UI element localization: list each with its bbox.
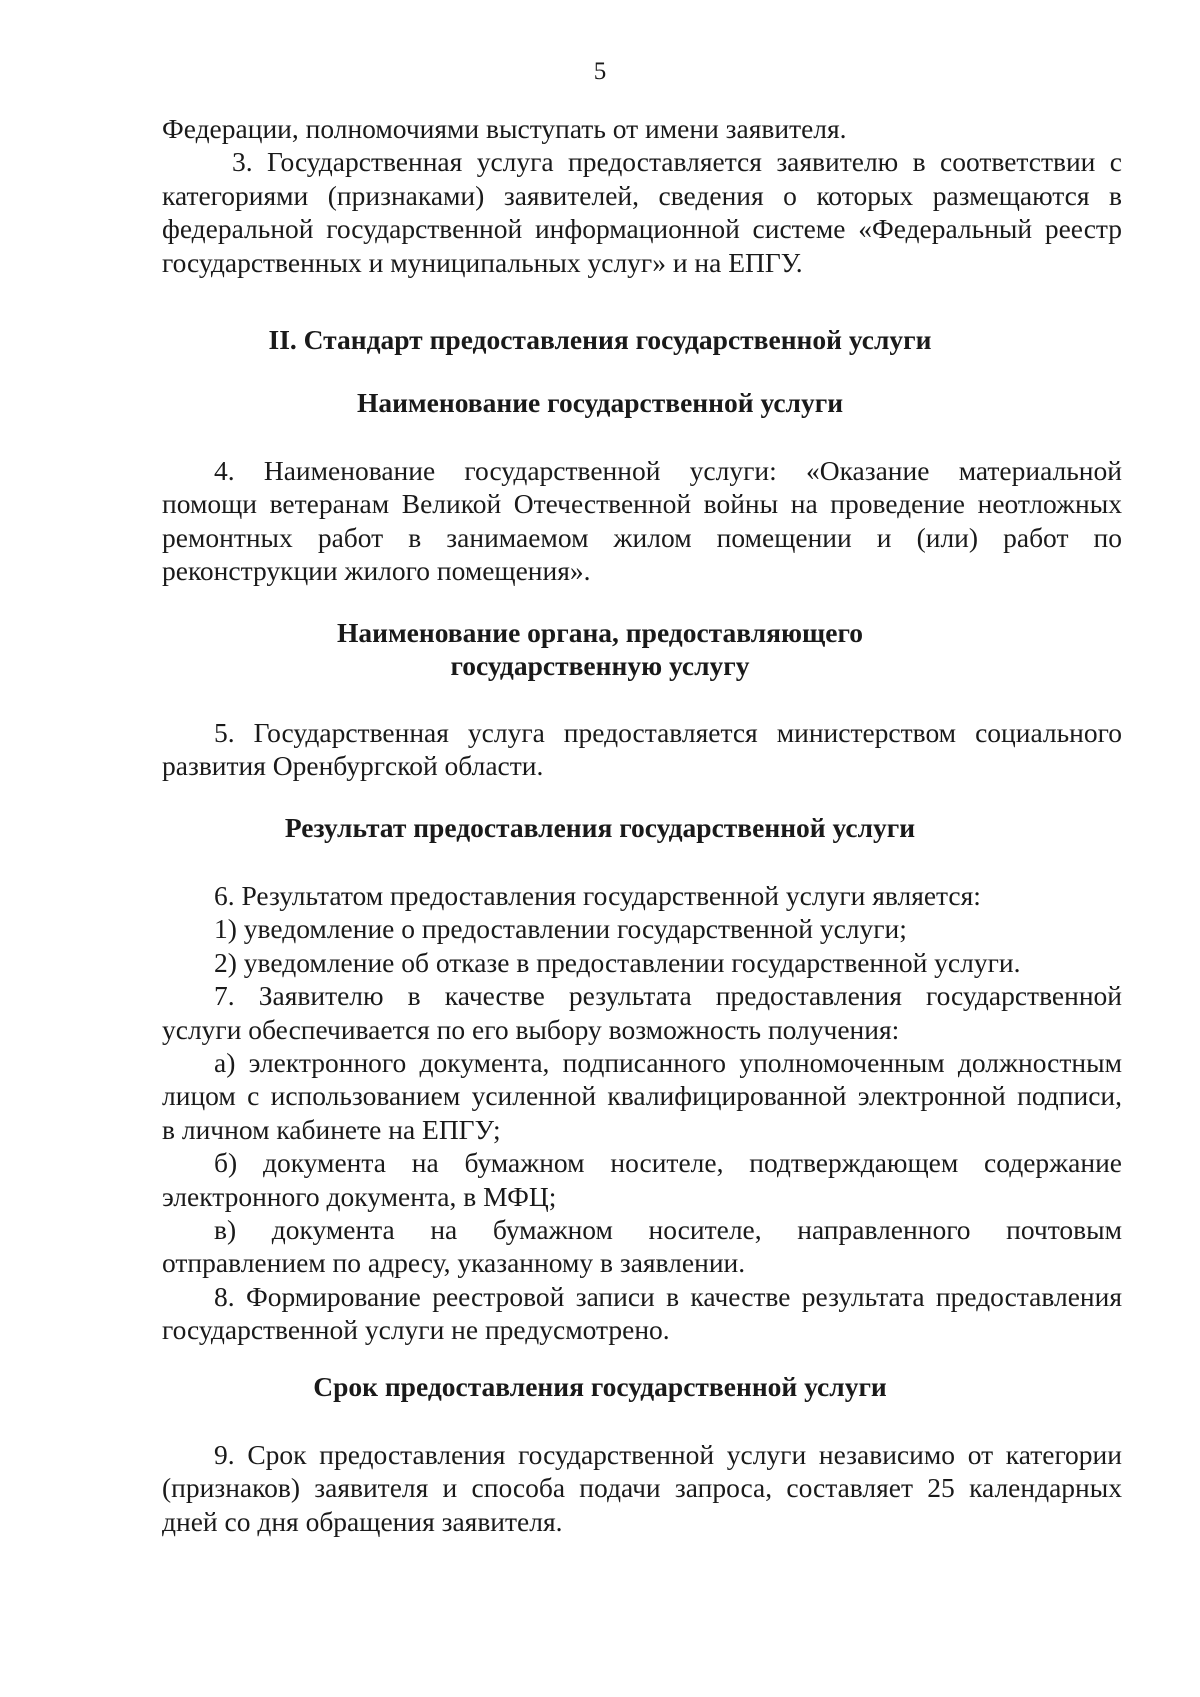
subsection-heading: Результат предоставления государственной услуги: [284, 812, 916, 843]
text-line: в) документа на бумажном носителе, направленного почтовым: [214, 1213, 1122, 1245]
text-line: федеральной государственной информационной системе «Федеральный реестр: [162, 213, 1122, 245]
text-line: помощи ветеранам Великой Отечественной войны на проведение неотложных: [162, 488, 1122, 520]
text-line: лицом с использованием усиленной квалифицированной электронной подписи,: [162, 1080, 1122, 1112]
text-line: 6. Результатом предоставления государственной услуги является:: [214, 880, 981, 911]
text-line: услуги обеспечивается по его выбору возможность получения:: [162, 1013, 900, 1045]
subsection-heading: Наименование органа, предоставляющего: [336, 617, 864, 648]
text-line: категориями (признаками) заявителей, сведения о которых размещаются в: [162, 179, 1122, 211]
paragraph-3: [162, 112, 1122, 279]
text-line: 1) уведомление о предоставлении государственной услуги;: [214, 913, 907, 945]
text-line: ремонтных работ в занимаемом жилом помещении и (или) работ по: [162, 521, 1122, 553]
text-line: электронного документа, в МФЦ;: [162, 1180, 557, 1212]
text-line: 9. Срок предоставления государственной услуги независимо от категории: [214, 1439, 1122, 1470]
text-line: 4. Наименование государственной услуги: «Оказание материальной: [214, 455, 1122, 486]
text-line: 7. Заявителю в качестве результата предоставления государственной: [214, 980, 1122, 1012]
text-line: реконструкции жилого помещения».: [162, 555, 591, 587]
text-line: дней со дня обращения заявителя.: [162, 1505, 563, 1537]
subsection-heading: Срок предоставления государственной услуги: [313, 1371, 887, 1402]
text-line: государственных и муниципальных услуг» и на ЕПГУ.: [162, 246, 803, 278]
subsection-heading: государственную услугу: [450, 650, 750, 681]
text-line: а) электронного документа, подписанного уполномоченным должностным: [214, 1046, 1122, 1078]
text-line: развития Оренбургской области.: [162, 750, 544, 782]
text-line: 2) уведомление об отказе в предоставлении государственной услуги.: [214, 946, 1021, 978]
text-line: 3. Государственная услуга предоставляется заявителю в соответствии с: [232, 146, 1122, 178]
section-heading: II. Стандарт предоставления государственной услуги: [268, 324, 932, 355]
paragraph-4: [162, 454, 1122, 588]
paragraph-9: [162, 1438, 1122, 1538]
text-line: государственной услуги не предусмотрено.: [162, 1314, 670, 1346]
text-line: 5. Государственная услуга предоставляется министерством социального: [214, 717, 1122, 748]
text-line: отправлением по адресу, указанному в заявлении.: [162, 1247, 746, 1279]
text-line: б) документа на бумажном носителе, подтверждающем содержание: [214, 1147, 1122, 1179]
page-number: 5: [593, 58, 607, 85]
text-line: Федерации, полномочиями выступать от имени заявителя.: [162, 113, 847, 144]
paragraph-6-8: [162, 879, 1122, 1346]
paragraph-5: [162, 716, 1122, 783]
text-line: 8. Формирование реестровой записи в качестве результата предоставления: [214, 1280, 1122, 1312]
text-line: (признаков) заявителя и способа подачи запроса, составляет 25 календарных: [162, 1472, 1122, 1504]
subsection-heading: Наименование государственной услуги: [356, 387, 844, 418]
text-line: в личном кабинете на ЕПГУ;: [162, 1113, 501, 1145]
